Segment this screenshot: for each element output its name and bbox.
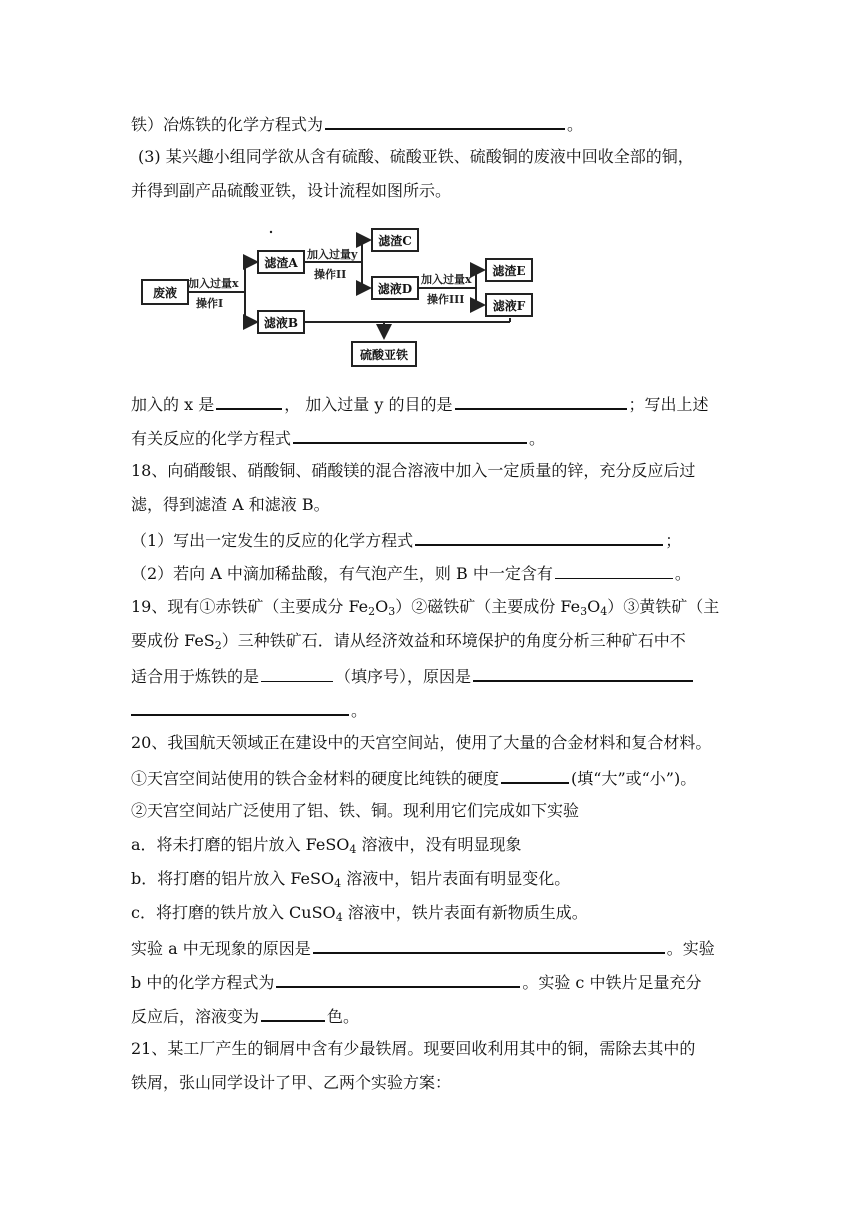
- flow-label-add-x-2: 加入过量x: [421, 273, 472, 286]
- line-text: 铁屑，张山同学设计了甲、乙两个实验方案：: [131, 1073, 452, 1092]
- flow-box-label: 滤液F: [492, 298, 526, 313]
- subscript: 2: [214, 639, 222, 652]
- line-text: ①天宫空间站使用的铁合金材料的硬度比纯铁的硬度: [131, 769, 500, 788]
- line-text: 18、向硝酸银、硝酸铜、硝酸镁的混合溶液中加入一定质量的锌，充分反应后过: [131, 461, 696, 480]
- text-line-5: [131, 426, 545, 450]
- line-text: O: [587, 597, 601, 616]
- text-line-24: [131, 1072, 451, 1094]
- line-text: 。: [529, 429, 546, 448]
- line-text: ；写出上述: [628, 395, 709, 414]
- text-line-16: [131, 800, 579, 822]
- line-text: O: [375, 597, 389, 616]
- line-text: 。: [674, 564, 691, 583]
- flow-box-waste: [141, 279, 189, 305]
- line-text: b 中的化学方程式为: [131, 973, 275, 992]
- answer-blank[interactable]: [555, 562, 673, 579]
- line-text: 。: [567, 115, 584, 134]
- text-line-19: [131, 902, 588, 924]
- line-text: 要成份 FeS: [131, 631, 215, 650]
- text-line-11: [131, 630, 686, 652]
- text-line-23: [131, 1038, 695, 1060]
- line-text: ）②磁铁矿（主要成份 Fe: [395, 597, 581, 616]
- answer-blank[interactable]: [501, 766, 569, 784]
- answer-blank[interactable]: [415, 528, 663, 546]
- flow-label-add-x-1: 加入过量x: [188, 277, 239, 290]
- flow-box-filter-b: [257, 310, 305, 334]
- flow-label-add-y: 加入过量y: [307, 248, 358, 261]
- text-line-13: [131, 698, 367, 722]
- line-text: 20、我国航天领域正在建设中的天宫空间站，使用了大量的合金材料和复合材料。: [131, 733, 712, 752]
- text-line-18: [131, 868, 570, 890]
- text-line-3: [131, 180, 451, 202]
- subscript: 2: [368, 605, 376, 618]
- line-text: 并得到副产品硫酸亚铁，设计流程如图所示。: [131, 181, 452, 200]
- line-text: 加入的 x 是: [131, 395, 215, 414]
- flow-label-op1: 操作I: [196, 297, 224, 310]
- line-text: （1）写出一定发生的反应的化学方程式: [131, 531, 414, 550]
- subscript: 4: [600, 605, 608, 618]
- line-text: c．将打磨的铁片放入 CuSO: [131, 903, 336, 922]
- answer-blank[interactable]: [473, 664, 693, 682]
- text-line-8: [131, 528, 681, 552]
- line-text: 。实验: [666, 939, 715, 958]
- line-text: (填“大”或“小”)。: [571, 769, 697, 788]
- answer-blank[interactable]: [216, 392, 282, 410]
- line-text: 色。: [327, 1007, 360, 1026]
- line-text: 溶液中，铁片表面有新物质生成。: [342, 903, 588, 922]
- line-text: 。: [351, 701, 368, 720]
- line-text: ）三种铁矿石．请从经济效益和环境保护的角度分析三种矿石中不: [221, 631, 686, 650]
- flow-label-op2: 操作II: [314, 268, 347, 281]
- line-text: 铁）冶炼铁的化学方程式为: [131, 115, 324, 134]
- text-line-15: [131, 766, 696, 790]
- answer-blank[interactable]: [261, 1004, 325, 1022]
- line-text: ②天宫空间站广泛使用了铝、铁、铜。现利用它们完成如下实验: [131, 801, 580, 820]
- flow-box-label: 滤液B: [263, 315, 299, 330]
- flow-box-label: 废液: [152, 285, 177, 300]
- text-line-12: [131, 664, 695, 688]
- line-text: 21、某工厂产生的铜屑中含有少最铁屑。现要回收利用其中的铜，需除去其中的: [131, 1039, 696, 1058]
- answer-blank[interactable]: [276, 970, 520, 988]
- flow-box-label: 硫酸亚铁: [359, 347, 408, 362]
- line-text: 滤，得到滤渣 A 和滤液 B。: [131, 495, 330, 514]
- text-line-6: [131, 460, 695, 482]
- flow-box-product: [351, 341, 417, 367]
- line-text: 溶液中，铝片表面有明显变化。: [341, 869, 571, 888]
- line-text: 反应后，溶液变为: [131, 1007, 260, 1026]
- line-text: 溶液中，没有明显现象: [356, 835, 522, 854]
- answer-blank[interactable]: [455, 392, 627, 410]
- flow-label-op3: 操作III: [427, 293, 465, 306]
- text-line-21: [131, 970, 701, 994]
- line-text: （填序号），原因是: [335, 667, 472, 686]
- line-text: 。实验 c 中铁片足量充分: [522, 973, 702, 992]
- flow-box-filter-d: [371, 276, 419, 300]
- flow-box-label: 滤渣C: [378, 233, 412, 248]
- line-text: 有关反应的化学方程式: [131, 429, 292, 448]
- text-line-9: [131, 562, 691, 585]
- answer-blank[interactable]: [261, 665, 333, 682]
- subscript: 3: [580, 605, 588, 618]
- subscript: 4: [349, 843, 357, 856]
- flow-box-label: 滤渣E: [492, 263, 526, 278]
- subscript: 3: [388, 605, 396, 618]
- line-text: a．将未打磨的铝片放入 FeSO: [131, 835, 350, 854]
- line-text: 实验 a 中无现象的原因是: [131, 939, 311, 958]
- answer-blank[interactable]: [293, 426, 527, 444]
- line-text: 19、现有①赤铁矿（主要成分 Fe: [131, 597, 369, 616]
- subscript: 4: [335, 911, 343, 924]
- line-text: ；: [665, 531, 682, 550]
- line-text: ）③黄铁矿（主: [607, 597, 720, 616]
- answer-blank[interactable]: [325, 112, 565, 130]
- flow-box-label: 滤液D: [377, 281, 413, 296]
- line-text: 适合用于炼铁的是: [131, 667, 260, 686]
- subscript: 4: [334, 877, 342, 890]
- text-line-1: [131, 112, 583, 136]
- flow-box-filter-c: [371, 228, 419, 252]
- text-line-10: [131, 596, 719, 618]
- flow-box-filter-f: [485, 293, 533, 317]
- text-line-22: [131, 1004, 359, 1028]
- answer-blank[interactable]: [131, 698, 349, 716]
- line-text: (3) 某兴趣小组同学欲从含有硫酸、硫酸亚铁、硫酸铜的废液中回收全部的铜，: [138, 147, 694, 166]
- text-line-14: [131, 732, 711, 754]
- flow-box-filter-a: [257, 250, 305, 274]
- line-text: ， 加入过量 y 的目的是: [284, 395, 453, 414]
- text-line-2: [138, 146, 694, 168]
- text-line-17: [131, 834, 522, 856]
- text-line-20: [131, 936, 715, 960]
- line-text: b．将打磨的铝片放入 FeSO: [131, 869, 335, 888]
- line-text: （2）若向 A 中滴加稀盐酸，有气泡产生，则 B 中一定含有: [131, 564, 553, 583]
- flow-box-label: 滤渣A: [264, 255, 298, 270]
- text-line-4: [131, 392, 709, 416]
- flow-box-filter-e: [485, 258, 533, 282]
- text-line-7: [131, 494, 330, 516]
- answer-blank[interactable]: [313, 936, 665, 954]
